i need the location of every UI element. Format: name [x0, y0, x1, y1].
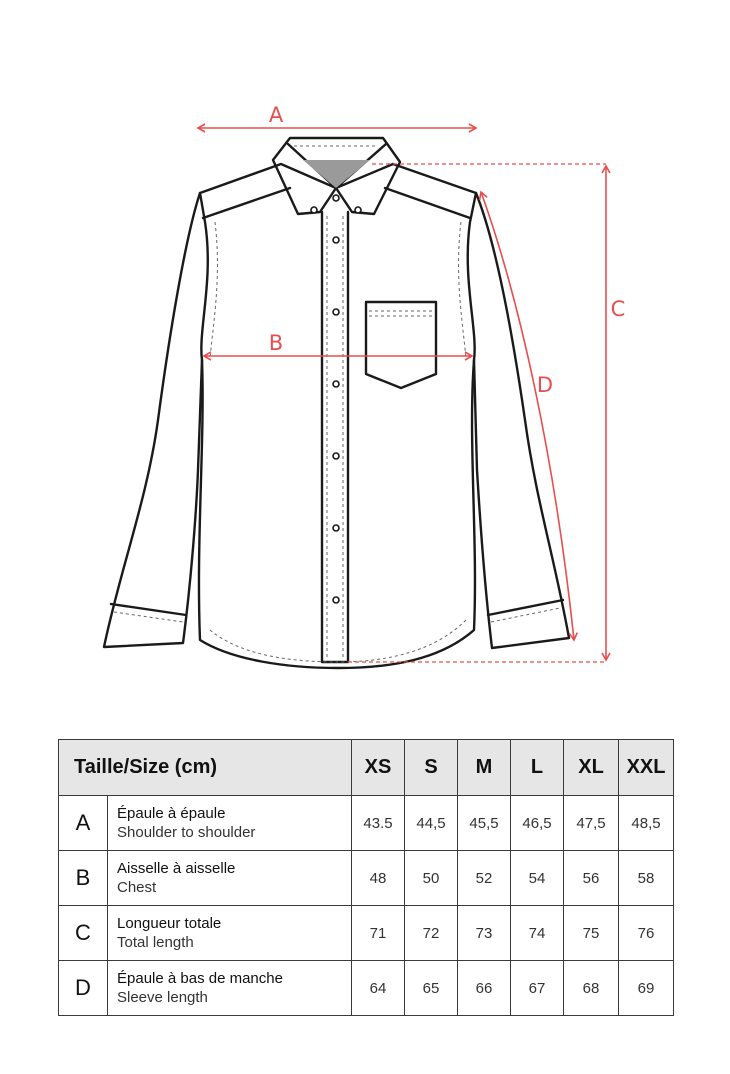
table-cell: 48,5 — [619, 796, 674, 851]
table-cell: 73 — [458, 906, 511, 961]
row-label-fr: Épaule à bas de manche — [117, 970, 283, 987]
size-header: XS — [352, 740, 405, 796]
size-header: M — [458, 740, 511, 796]
row-description — [108, 851, 352, 906]
table-cell: 48 — [352, 851, 405, 906]
shirt-outline — [104, 138, 569, 668]
row-description — [108, 906, 352, 961]
size-header: XXL — [619, 740, 674, 796]
table-cell: 69 — [619, 961, 674, 1016]
table-cell: 66 — [458, 961, 511, 1016]
row-label-en: Sleeve length — [117, 989, 208, 1006]
row-letter: D — [59, 961, 108, 1016]
size-header: S — [405, 740, 458, 796]
table-cell: 52 — [458, 851, 511, 906]
table-cell: 56 — [564, 851, 619, 906]
row-label-en: Chest — [117, 879, 157, 896]
size-table — [58, 739, 674, 1016]
measure-d-label: D — [536, 373, 554, 397]
buttons — [311, 195, 361, 603]
table-cell: 76 — [619, 906, 674, 961]
table-cell: 44,5 — [405, 796, 458, 851]
table-row — [59, 906, 674, 961]
row-label-en: Total length — [117, 934, 194, 951]
size-header: L — [511, 740, 564, 796]
table-row — [59, 961, 674, 1016]
row-description — [108, 796, 352, 851]
table-cell: 45,5 — [458, 796, 511, 851]
table-cell: 75 — [564, 906, 619, 961]
table-cell: 74 — [511, 906, 564, 961]
row-letter: B — [59, 851, 108, 906]
table-cell: 47,5 — [564, 796, 619, 851]
row-description — [108, 961, 352, 1016]
measure-c-label: C — [610, 297, 626, 321]
stitching — [114, 146, 560, 662]
table-cell: 54 — [511, 851, 564, 906]
table-cell: 68 — [564, 961, 619, 1016]
collar-inner — [303, 160, 370, 188]
table-cell: 64 — [352, 961, 405, 1016]
table-cell: 50 — [405, 851, 458, 906]
table-cell: 71 — [352, 906, 405, 961]
table-cell: 67 — [511, 961, 564, 1016]
table-cell: 43.5 — [352, 796, 405, 851]
measure-b-label: B — [268, 331, 284, 355]
table-cell: 65 — [405, 961, 458, 1016]
row-label-fr: Longueur totale — [117, 915, 222, 932]
measure-a-label: A — [268, 103, 284, 127]
table-cell: 72 — [405, 906, 458, 961]
row-label-fr: Aisselle à aisselle — [117, 860, 236, 877]
table-row — [59, 851, 674, 906]
table-title: Taille/Size (cm) — [59, 740, 352, 796]
header-row — [59, 740, 674, 796]
row-label-en: Shoulder to shoulder — [117, 824, 256, 841]
row-letter: C — [59, 906, 108, 961]
row-label-fr: Épaule à épaule — [117, 805, 226, 822]
table-cell: 58 — [619, 851, 674, 906]
row-letter: A — [59, 796, 108, 851]
size-header: XL — [564, 740, 619, 796]
table-cell: 46,5 — [511, 796, 564, 851]
table-row — [59, 796, 674, 851]
